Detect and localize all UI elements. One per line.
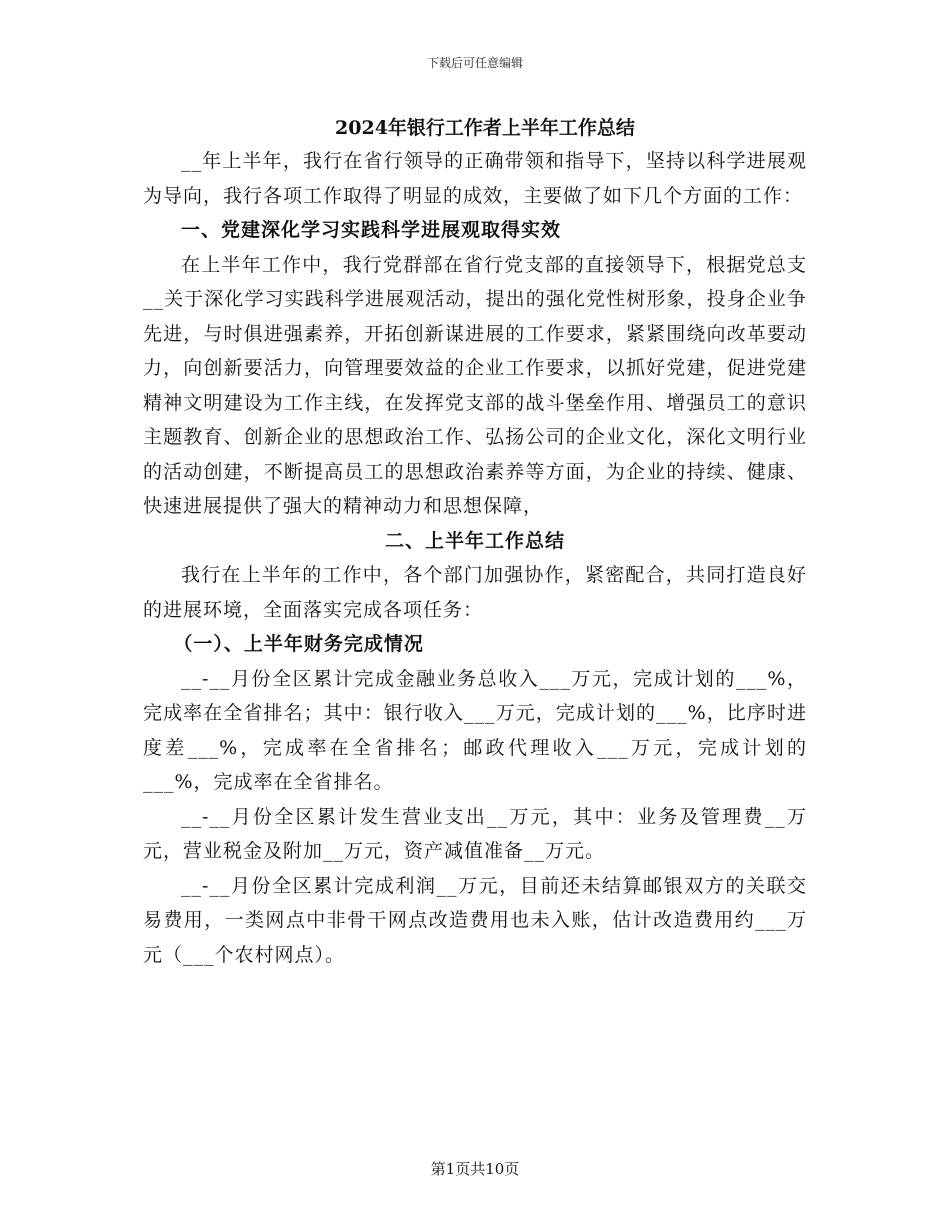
- expense-paragraph: __-__月份全区累计发生营业支出__万元，其中：业务及管理费__万元，营业税金及附加__万元，资产减值准备__万元。: [143, 805, 807, 862]
- section1-paragraph: 在上半年工作中，我行党群部在省行党支部的直接领导下，根据党总支__关于深化学习实践科学进展观活动，提出的强化党性树形象，投身企业争先进，与时俱进强素养，开拓创新谋进展的工作要求，紧紧围绕向改革要动力，向创新要活力，向管理要效益的企业工作要求，以抓好党建，促进党建精神文明建设为工作主线，在发挥党支部的战斗堡垒作用、增强员工的意识主题教育、创新企业的思想政治工作、弘扬公司的企业文化，深化文明行业的活动创建，不断提高员工的思想政治素养等方面，为企业的持续、健康、快速进展提供了强大的精神动力和思想保障，: [143, 253, 807, 517]
- section1-heading: 一、党建深化学习实践科学进展观取得实效: [181, 219, 562, 241]
- section2-paragraph: 我行在上半年的工作中，各个部门加强协作，紧密配合，共同打造良好的进展环境，全面落实完成各项任务：: [143, 564, 807, 621]
- header-note: 下载后可任意编辑: [426, 56, 523, 70]
- subsection1-heading: （一）、上半年财务完成情况: [173, 633, 424, 655]
- intro-paragraph: __年上半年，我行在省行领导的正确带领和指导下，坚持以科学进展观为导向，我行各项工作取得了明显的成效，主要做了如下几个方面的工作：: [143, 150, 807, 207]
- page-number-footer: 第1页共10页: [430, 1160, 520, 1178]
- section2-heading: 二、上半年工作总结: [384, 529, 565, 552]
- revenue-paragraph: __-__月份全区累计完成金融业务总收入___万元，完成计划的___%，完成率在全省排名；其中：银行收入___万元，完成计划的___%，比序时进度差___%，完成率在全省排名；邮政代理收入___万元，完成计划的___%，完成率在全省排名。: [143, 667, 807, 793]
- profit-paragraph: __-__月份全区累计完成利润__万元，目前还未结算邮银双方的关联交易费用，一类网点中非骨干网点改造费用也未入账，估计改造费用约___万元（___个农村网点）。: [143, 874, 807, 966]
- document-body: [143, 112, 807, 972]
- document-title: 2024年银行工作者上半年工作总结: [335, 117, 635, 139]
